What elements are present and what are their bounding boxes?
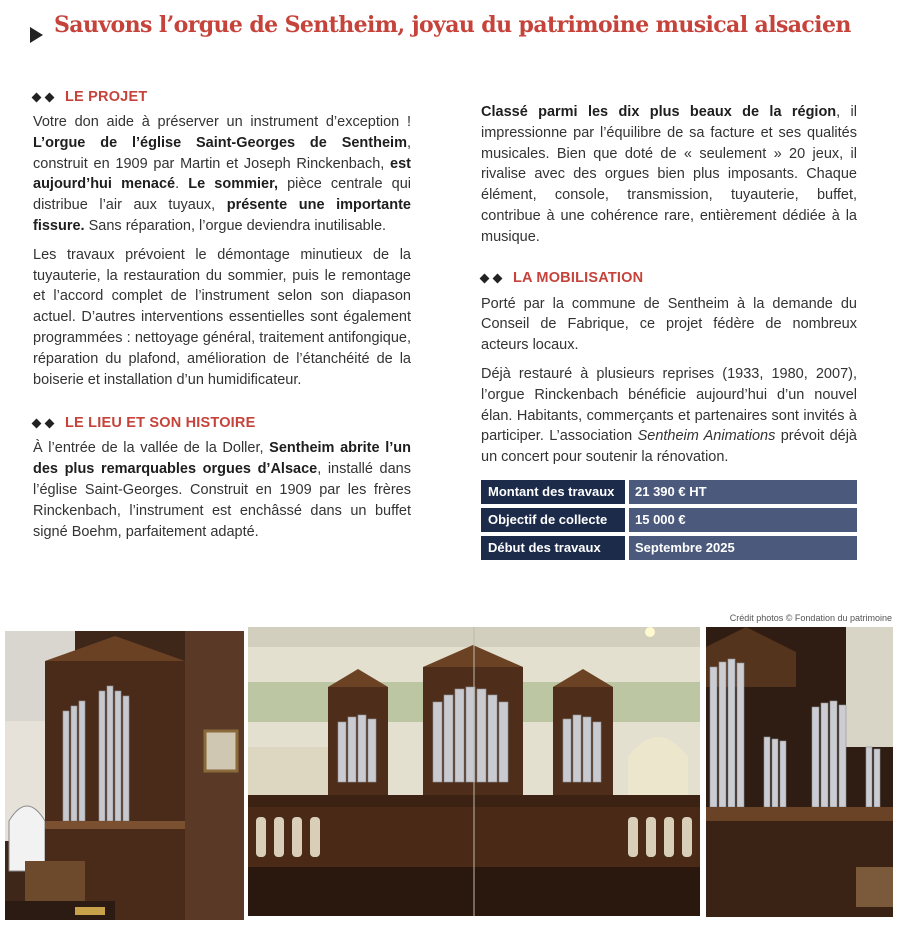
text-run: , il impressionne par l’équilibre de sa facture et ses qualités musicales. Bien que doté de « seulement » 20 jeux, il rivalise avec des orgues bien plus imposants. Chaque élément, console, transmission, tuyauterie, buffet, contribue à une cohérence rare, entièrement dédiée à la musique. bbox=[481, 104, 857, 245]
right-column bbox=[481, 102, 857, 564]
projet-heading-text: LE PROJET bbox=[65, 88, 148, 105]
mobilisation-heading-text: LA MOBILISATION bbox=[513, 270, 644, 287]
fact-row-montant bbox=[481, 480, 857, 504]
fact-label: Montant des travaux bbox=[481, 480, 625, 504]
fact-label: Objectif de collecte bbox=[481, 508, 625, 532]
text-run: Classé parmi les dix plus beaux de la région bbox=[481, 104, 837, 120]
page-title bbox=[30, 10, 890, 50]
fact-value: 21 390 € HT bbox=[629, 480, 857, 504]
fact-value: 15 000 € bbox=[629, 508, 857, 532]
photo-credit: Crédit photos © Fondation du patrimoine bbox=[729, 613, 892, 623]
lieu-heading-text: LE LIEU ET SON HISTOIRE bbox=[65, 414, 256, 431]
diamonds-icon bbox=[33, 94, 53, 101]
text-run: Les travaux prévoient le démontage minutieux de la tuyauterie, la restauration du sommier, puis le remontage et l’accord complet de l’instrument selon son diapason actuel. D’autres interventions essentielles sont également programmées : nettoyage général, traitement antifongique, réparation du plafond, amélioration de l’étanchéité de la boiserie et installation d’un humidificateur. bbox=[33, 246, 411, 388]
text-run: , installé dans l’église Saint-Georges. Construit en 1909 par les frères Rinckenbach, l’instrument est enchâssé dans un buffet signé Boehm, parfaitement adapté. bbox=[33, 461, 411, 540]
text-run: À l’entrée de la vallée de la Doller, bbox=[33, 440, 270, 457]
text-run: . bbox=[175, 176, 189, 193]
text-run: Sans réparation, l’orgue deviendra inutilisable. bbox=[84, 217, 387, 234]
projet-paragraph-2 bbox=[33, 245, 411, 391]
text-run: pièce centrale qui distribue l’air aux tuyaux, bbox=[33, 176, 411, 214]
text-run: prévoit déjà un concert pour soutenir la rénovation. bbox=[481, 428, 857, 466]
projet-heading bbox=[33, 86, 411, 108]
text-run: , construit en 1909 par Martin et Joseph Rinckenbach, bbox=[33, 134, 411, 172]
lieu-heading bbox=[33, 412, 411, 434]
left-column bbox=[33, 86, 411, 542]
mobilisation-paragraph-1 bbox=[481, 294, 857, 356]
mobilisation-heading bbox=[481, 268, 857, 290]
fact-row-objectif bbox=[481, 508, 857, 532]
fact-label: Début des travaux bbox=[481, 536, 625, 560]
text-run: est aujourd’hui menacé bbox=[33, 155, 411, 193]
page-title-text: Sauvons l’orgue de Sentheim, joyau du patrimoine musical alsacien bbox=[54, 12, 851, 38]
text-run: Le sommier, bbox=[188, 176, 278, 193]
title-arrow-icon bbox=[30, 27, 43, 43]
facts-table bbox=[481, 480, 857, 560]
diamonds-icon bbox=[481, 275, 501, 282]
text-run: Sentheim Animations bbox=[637, 428, 776, 445]
diamonds-icon bbox=[33, 420, 53, 427]
text-run: Porté par la commune de Sentheim à la demande du Conseil de Fabrique, ce projet fédère de nombreux acteurs locaux. bbox=[481, 295, 857, 354]
organ-photo-right bbox=[706, 627, 893, 917]
organ-photo-center bbox=[248, 627, 700, 916]
text-run: Déjà restauré à plusieurs reprises (1933, 1980, 2007), l’orgue Rinckenbach bénéficie aujourd’hui d’un nouvel élan. Habitants, commerçants et partenaires sont invités à participer. L’association bbox=[481, 365, 857, 445]
lieu-paragraph-1 bbox=[33, 438, 411, 542]
classe-paragraph bbox=[481, 102, 857, 248]
text-run: L’orgue de l’église Saint-Georges de Sentheim bbox=[33, 134, 407, 151]
text-run: Sentheim abrite l’un des plus remarquables orgues d’Alsace bbox=[33, 440, 411, 478]
fact-row-debut bbox=[481, 536, 857, 560]
mobilisation-paragraph-2 bbox=[481, 364, 857, 468]
projet-paragraph-1 bbox=[33, 112, 411, 237]
text-run: présente une importante fissure. bbox=[33, 197, 411, 234]
fact-value: Septembre 2025 bbox=[629, 536, 857, 560]
text-run: Votre don aide à préserver un instrument d’exception ! bbox=[33, 114, 411, 130]
organ-photo-left bbox=[5, 631, 244, 920]
